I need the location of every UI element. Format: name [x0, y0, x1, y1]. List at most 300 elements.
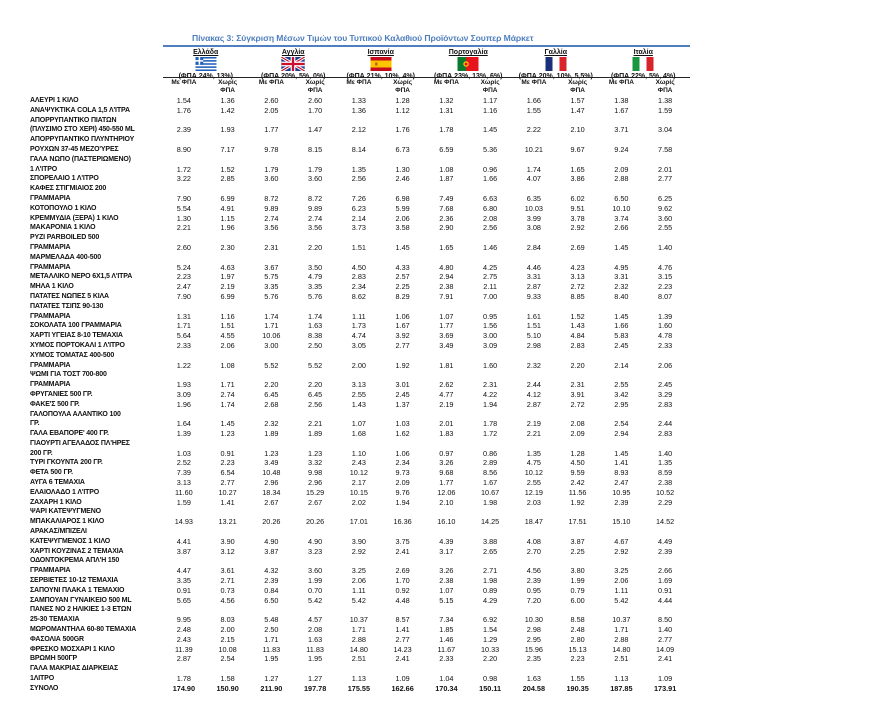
product-label-line: ΨΩΜΙ ΓΙΑ ΤΟΣΤ 700-800 — [30, 371, 107, 379]
price-cell: 1.03 — [176, 448, 191, 458]
price-cell: 3.31 — [526, 272, 541, 282]
price-cell: 2.20 — [308, 380, 323, 390]
price-cell: 2.21 — [176, 223, 191, 233]
price-cell: 2.83 — [570, 340, 585, 350]
total-cell: 187.85 — [610, 683, 633, 693]
table-row — [30, 135, 687, 155]
price-cell: 1.61 — [526, 311, 541, 321]
price-cell: 11.60 — [175, 487, 193, 497]
price-cell: 9.98 — [308, 468, 323, 478]
price-cell: 0.91 — [220, 448, 235, 458]
price-cell: 7.34 — [439, 615, 454, 625]
price-cell: 2.87 — [526, 282, 541, 292]
product-label-line: ΡΥΖΙ PARBOILED 500 — [30, 234, 100, 242]
price-cell: 14.80 — [612, 644, 631, 654]
without-vat-header — [643, 79, 687, 94]
price-cell: 7.91 — [439, 291, 454, 301]
product-label-line: ΓΡΑΜΜΑΡΙΑ — [30, 263, 71, 271]
price-cell: 2.68 — [264, 399, 279, 409]
price-cell: 4.25 — [483, 262, 498, 272]
price-cell: 8.59 — [658, 468, 673, 478]
price-cell: 1.68 — [351, 429, 366, 439]
price-cell: 2.34 — [395, 458, 410, 468]
price-cell: 3.32 — [308, 458, 323, 468]
price-cell: 2.41 — [658, 654, 673, 664]
price-cell: 2.98 — [526, 340, 541, 350]
product-label-line: 1 Λ'ΙΤΡΟ — [30, 165, 58, 173]
price-cell: 1.89 — [264, 429, 279, 439]
price-cell: 17.51 — [568, 517, 587, 527]
without-vat-header — [293, 79, 337, 94]
price-cell: 2.92 — [570, 223, 585, 233]
price-cell: 6.63 — [483, 193, 498, 203]
price-cell: 2.10 — [570, 125, 585, 135]
price-cell: 16.10 — [437, 517, 456, 527]
product-label-line: ΑΛΕΥΡΙ 1 ΚΙΛΟ — [30, 97, 79, 104]
price-cell: 2.00 — [220, 625, 235, 635]
price-cell: 1.16 — [220, 311, 235, 321]
price-cell: 2.56 — [308, 399, 323, 409]
price-cell: 7.68 — [439, 203, 454, 213]
price-cell: 2.20 — [570, 360, 585, 370]
price-cell: 2.56 — [483, 223, 498, 233]
price-cell: 2.80 — [570, 634, 585, 644]
price-cell: 20.26 — [262, 517, 281, 527]
price-cell: 3.74 — [614, 213, 629, 223]
price-cell: 2.92 — [614, 546, 629, 556]
price-cell: 2.72 — [570, 399, 585, 409]
price-cell: 9.78 — [264, 144, 279, 154]
price-cell: 8.57 — [395, 615, 410, 625]
price-cell: 1.07 — [351, 419, 366, 429]
price-cell: 1.09 — [658, 674, 673, 684]
price-cell: 1.52 — [570, 311, 585, 321]
price-cell: 16.36 — [393, 517, 412, 527]
france-flag-icon — [512, 57, 600, 71]
table-row — [30, 106, 687, 116]
table-row — [30, 586, 687, 596]
price-cell: 5.42 — [614, 595, 629, 605]
price-cell: 8.62 — [351, 291, 366, 301]
price-cell: 7.58 — [658, 144, 673, 154]
price-cell: 2.88 — [351, 634, 366, 644]
table-row — [30, 488, 687, 498]
price-cell: 1.60 — [658, 321, 673, 331]
price-cell: 2.42 — [570, 478, 585, 488]
price-cell: 2.45 — [395, 389, 410, 399]
product-label-line: 1ΛΙΤΡΟ — [30, 675, 54, 683]
product-label-line: ΚΟΤΟΠΟΥΛΟ 1 ΚΙΛΟ — [30, 204, 97, 212]
price-cell: 1.71 — [351, 625, 366, 635]
product-label-line: ΡΟΥΧΩΝ 37-45 ΜΕΖΟ'ΥΡΕΣ — [30, 145, 119, 153]
price-cell: 7.90 — [176, 291, 191, 301]
price-cell: 1.72 — [176, 164, 191, 174]
without-vat-line2: ΦΠΑ — [395, 86, 410, 94]
price-cell: 2.54 — [220, 654, 235, 664]
price-cell: 10.52 — [655, 487, 675, 497]
with-vat-header: Με ΦΠΑ — [171, 79, 197, 86]
price-cell: 2.19 — [220, 282, 235, 292]
without-vat-line1: Χωρίς — [393, 79, 413, 86]
price-cell: 1.70 — [395, 576, 410, 586]
price-cell: 8.56 — [483, 468, 498, 478]
product-label — [30, 253, 162, 273]
price-cell: 4.56 — [220, 595, 235, 605]
price-cell: 8.72 — [264, 193, 279, 203]
price-cell: 4.47 — [176, 566, 191, 576]
price-cell: 2.77 — [395, 634, 410, 644]
price-cell: 1.77 — [439, 321, 454, 331]
price-cell: 8.85 — [570, 291, 585, 301]
price-cell: 2.19 — [439, 399, 454, 409]
price-cell: 1.45 — [395, 242, 410, 252]
price-cell: 3.00 — [264, 340, 279, 350]
price-cell: 2.51 — [351, 654, 366, 664]
price-cell: 2.85 — [220, 174, 235, 184]
total-cell: 197.78 — [303, 683, 327, 693]
price-cell: 7.00 — [483, 291, 498, 301]
product-label — [30, 155, 162, 175]
price-cell: 3.58 — [395, 223, 410, 233]
price-cell: 2.69 — [570, 242, 585, 252]
price-cell: 3.22 — [176, 174, 191, 184]
price-cell: 1.33 — [351, 96, 366, 105]
price-cell: 18.47 — [524, 517, 543, 527]
price-cell: 1.42 — [220, 105, 235, 115]
price-cell: 2.66 — [658, 566, 673, 576]
price-cell: 2.25 — [395, 282, 410, 292]
price-cell: 10.03 — [524, 203, 543, 213]
price-cell: 2.74 — [264, 213, 279, 223]
product-label-line: ΚΑΦΕΣ ΣΤΙΓΜΙΑΙΟΣ 200 — [30, 185, 107, 193]
price-cell: 3.69 — [439, 331, 454, 341]
price-cell: 15.29 — [305, 487, 325, 497]
price-cell: 3.01 — [395, 380, 410, 390]
price-cell: 2.77 — [395, 340, 410, 350]
price-cell: 3.12 — [220, 546, 235, 556]
price-cell: 9.51 — [570, 203, 585, 213]
product-label — [30, 586, 162, 596]
price-cell: 5.24 — [176, 262, 191, 272]
price-cell: 10.37 — [349, 615, 368, 625]
product-label-line: ΚΑΤΕΨΥΓΜΕΝΟΣ 1 ΚΙΛΟ — [30, 537, 111, 545]
product-label-line: ΖΑΧΑΡΗ 1 ΚΙΛΟ — [30, 498, 82, 506]
table-row — [30, 478, 687, 488]
price-cell: 0.97 — [439, 448, 454, 458]
price-cell: 5.36 — [483, 144, 498, 154]
product-label — [30, 370, 162, 390]
price-cell: 1.60 — [483, 360, 498, 370]
price-cell: 3.60 — [308, 566, 323, 576]
greece-flag-icon — [162, 57, 250, 71]
price-cell: 1.38 — [614, 96, 629, 105]
price-cell: 2.96 — [308, 478, 323, 488]
product-label-line: ΧΥΜΟΣ ΠΟΡΤΟΚΑΛΙ 1 Λ'ΙΤΡΟ — [30, 341, 125, 349]
price-cell: 1.93 — [220, 125, 235, 135]
total-cell: 150.11 — [479, 683, 502, 693]
price-cell: 2.83 — [351, 272, 366, 282]
price-cell: 2.23 — [570, 654, 585, 664]
table-row — [30, 458, 687, 468]
product-label-line: ΒΡΩΜΗ 500ΓΡ — [30, 655, 78, 663]
price-cell: 2.41 — [395, 654, 410, 664]
price-cell: 1.29 — [483, 634, 498, 644]
with-vat-header: Με ΦΠΑ — [258, 79, 284, 86]
total-cell: 162.66 — [391, 683, 414, 693]
table-row — [30, 507, 687, 527]
table-row — [30, 96, 687, 106]
product-label — [30, 223, 162, 233]
price-cell: 2.23 — [176, 272, 191, 282]
product-label-line: ΠΑΤΑΤΕΣ ΝΩΠΕΣ 5 ΚΙΛΑ — [30, 292, 109, 300]
price-cell: 1.32 — [439, 96, 454, 105]
price-cell: 1.08 — [439, 164, 454, 174]
price-cell: 1.76 — [395, 125, 410, 135]
price-cell: 2.55 — [614, 380, 629, 390]
price-cell: 12.19 — [524, 487, 543, 497]
product-label-line: ΠΑΝΕΣ ΝΟ 2 ΗΛΙΚΙΕΣ 1-3 ΕΤΩΝ — [30, 606, 132, 614]
product-label — [30, 106, 162, 116]
price-cell: 5.76 — [308, 291, 323, 301]
vat-subheaders — [162, 79, 687, 94]
price-cell: 3.49 — [439, 340, 454, 350]
price-cell: 2.01 — [658, 164, 673, 174]
without-vat-line2: ΦΠΑ — [657, 86, 673, 94]
product-label — [30, 664, 162, 684]
price-cell: 8.72 — [308, 193, 323, 203]
price-cell: 2.92 — [351, 546, 366, 556]
price-cell: 2.09 — [614, 164, 629, 174]
product-label — [30, 576, 162, 586]
table-row — [30, 429, 687, 439]
price-cell: 1.99 — [570, 576, 585, 586]
price-cell: 6.99 — [220, 193, 235, 203]
price-cell: 1.51 — [220, 321, 235, 331]
price-cell: 2.87 — [176, 654, 191, 664]
price-cell: 2.55 — [658, 223, 673, 233]
price-cell: 7.17 — [220, 144, 235, 154]
price-cell: 1.54 — [176, 96, 191, 105]
product-label-line: ΣΕΡΒΙΕΤΕΣ 10-12 ΤΕΜΑΧΙΑ — [30, 577, 119, 585]
price-cell: 3.25 — [614, 566, 629, 576]
header-divider — [163, 77, 690, 78]
price-cell: 2.96 — [264, 478, 279, 488]
price-cell: 4.22 — [483, 389, 498, 399]
price-cell: 4.84 — [570, 331, 585, 341]
price-cell: 6.35 — [526, 193, 541, 203]
price-cell: 11.67 — [437, 644, 456, 654]
price-cell: 3.92 — [395, 331, 410, 341]
price-cell: 4.32 — [264, 566, 279, 576]
price-cell: 6.54 — [220, 468, 235, 478]
total-label: ΣΥΝΟΛΟ — [30, 684, 59, 692]
price-cell: 1.70 — [308, 105, 323, 115]
price-cell: 3.78 — [570, 213, 585, 223]
price-cell: 2.01 — [439, 419, 454, 429]
price-cell: 14.52 — [655, 517, 675, 527]
price-cell: 1.39 — [176, 429, 191, 439]
price-cell: 1.71 — [614, 625, 629, 635]
price-cell: 2.43 — [351, 458, 366, 468]
price-cell: 1.93 — [176, 380, 191, 390]
price-cell: 5.52 — [308, 360, 323, 370]
country-name: Ισπανία — [367, 49, 394, 56]
price-cell: 2.77 — [220, 478, 235, 488]
price-cell: 2.72 — [570, 282, 585, 292]
price-cell: 11.56 — [568, 487, 587, 497]
price-cell: 2.23 — [220, 458, 235, 468]
price-cell: 1.79 — [308, 164, 323, 174]
total-cell: 170.34 — [435, 683, 458, 693]
price-cell: 4.55 — [220, 331, 235, 341]
price-cell: 1.36 — [220, 96, 235, 105]
price-cell: 1.92 — [570, 497, 585, 507]
price-cell: 1.46 — [439, 634, 454, 644]
price-cell: 1.74 — [264, 311, 279, 321]
price-cell: 4.63 — [220, 262, 235, 272]
price-cell: 2.67 — [308, 497, 323, 507]
price-cell: 2.33 — [658, 340, 673, 350]
without-vat-header — [556, 79, 600, 94]
price-cell: 2.60 — [176, 242, 191, 252]
price-cell: 2.60 — [308, 96, 323, 105]
price-cell: 1.71 — [176, 321, 191, 331]
price-cell: 1.45 — [220, 419, 235, 429]
price-cell: 1.30 — [176, 213, 191, 223]
price-cell: 0.95 — [526, 585, 541, 595]
price-cell: 5.15 — [439, 595, 454, 605]
price-cell: 4.75 — [526, 458, 541, 468]
price-cell: 8.03 — [220, 615, 235, 625]
product-label — [30, 272, 162, 282]
price-cell: 2.74 — [308, 213, 323, 223]
price-cell: 2.19 — [526, 419, 541, 429]
price-cell: 3.90 — [220, 536, 235, 546]
price-cell: 1.08 — [220, 360, 235, 370]
price-cell: 1.87 — [439, 174, 454, 184]
price-cell: 6.73 — [395, 144, 410, 154]
total-cell: 150.90 — [216, 683, 239, 693]
price-cell: 9.33 — [526, 291, 541, 301]
price-cell: 2.31 — [483, 380, 498, 390]
product-label — [30, 341, 162, 351]
price-cell: 4.67 — [614, 536, 629, 546]
price-cell: 2.41 — [395, 546, 410, 556]
price-cell: 10.21 — [524, 144, 543, 154]
price-cell: 2.06 — [658, 360, 673, 370]
price-cell: 3.80 — [570, 566, 585, 576]
product-label — [30, 184, 162, 204]
price-cell: 2.56 — [351, 174, 366, 184]
product-label — [30, 556, 162, 576]
price-cell: 4.80 — [439, 262, 454, 272]
product-label-line: ΦΑΣΟΛΙΑ 500GR — [30, 635, 84, 643]
price-cell: 2.05 — [264, 105, 279, 115]
price-cell: 3.49 — [264, 458, 279, 468]
price-cell: 1.45 — [614, 311, 629, 321]
price-cell: 6.50 — [264, 595, 279, 605]
price-cell: 6.00 — [570, 595, 585, 605]
price-cell: 2.95 — [526, 634, 541, 644]
price-cell: 2.31 — [264, 242, 279, 252]
without-vat-line2: ΦΠΑ — [482, 86, 498, 94]
price-cell: 14.09 — [655, 644, 675, 654]
table-row — [30, 400, 687, 410]
price-cell: 4.90 — [308, 536, 323, 546]
price-cell: 1.35 — [526, 448, 541, 458]
total-cell: 204.58 — [522, 683, 546, 693]
price-cell: 2.57 — [395, 272, 410, 282]
product-label — [30, 321, 162, 331]
price-cell: 9.67 — [570, 144, 585, 154]
price-cell: 3.29 — [658, 389, 673, 399]
price-cell: 2.02 — [351, 497, 366, 507]
price-cell: 2.62 — [439, 380, 454, 390]
price-cell: 1.78 — [439, 125, 454, 135]
price-cell: 2.83 — [658, 429, 673, 439]
price-cell: 7.90 — [176, 193, 191, 203]
price-cell: 1.47 — [570, 105, 585, 115]
price-cell: 1.28 — [395, 96, 410, 105]
price-cell: 2.31 — [570, 380, 585, 390]
product-label — [30, 302, 162, 322]
table-row — [30, 625, 687, 635]
table-row — [30, 253, 687, 273]
price-cell: 2.70 — [526, 546, 541, 556]
price-cell: 5.48 — [264, 615, 279, 625]
product-label-line: 200 ΓΡ. — [30, 449, 53, 457]
price-cell: 1.54 — [483, 625, 498, 635]
table-row — [30, 596, 687, 606]
price-cell: 1.46 — [483, 242, 498, 252]
price-cell: 2.20 — [308, 242, 323, 252]
price-cell: 1.40 — [658, 448, 673, 458]
total-row — [30, 684, 687, 694]
price-cell: 2.23 — [658, 282, 673, 292]
price-cell: 2.08 — [308, 625, 323, 635]
product-label — [30, 654, 162, 664]
price-cell: 4.76 — [658, 262, 673, 272]
price-cell: 7.26 — [351, 193, 366, 203]
price-cell: 1.40 — [658, 625, 673, 635]
product-label-line: ΧΥΜΟΣ ΤΟΜΑΤΑΣ 400-500 — [30, 351, 115, 359]
price-cell: 4.91 — [220, 203, 235, 213]
price-cell: 2.09 — [395, 478, 410, 488]
price-cell: 9.62 — [658, 203, 673, 213]
price-cell: 1.59 — [176, 497, 191, 507]
price-cell: 1.55 — [570, 674, 585, 684]
price-cell: 3.09 — [483, 340, 498, 350]
price-cell: 6.45 — [264, 389, 279, 399]
price-cell: 4.23 — [570, 262, 585, 272]
price-cell: 1.66 — [526, 96, 541, 105]
price-cell: 3.00 — [483, 331, 498, 341]
product-label — [30, 605, 162, 625]
product-label — [30, 174, 162, 184]
table-row — [30, 390, 687, 400]
price-cell: 2.09 — [570, 429, 585, 439]
product-label-line: ΓΑΛΑ ΝΩΠΟ (ΠΑΣΤΕΡΙΩΜΕΝΟ) — [30, 155, 131, 163]
price-cell: 1.98 — [483, 497, 498, 507]
price-cell: 0.89 — [483, 585, 498, 595]
price-cell: 3.35 — [264, 282, 279, 292]
price-cell: 5.65 — [176, 595, 191, 605]
with-vat-header: Με ΦΠΑ — [521, 79, 547, 86]
table-row — [30, 370, 687, 390]
table-row — [30, 635, 687, 645]
price-cell: 0.73 — [220, 585, 235, 595]
product-label-line: ΜΩΡΟΜΑΝΤΗΛΑ 60-80 ΤΕΜΑΧΙΑ — [30, 626, 137, 634]
